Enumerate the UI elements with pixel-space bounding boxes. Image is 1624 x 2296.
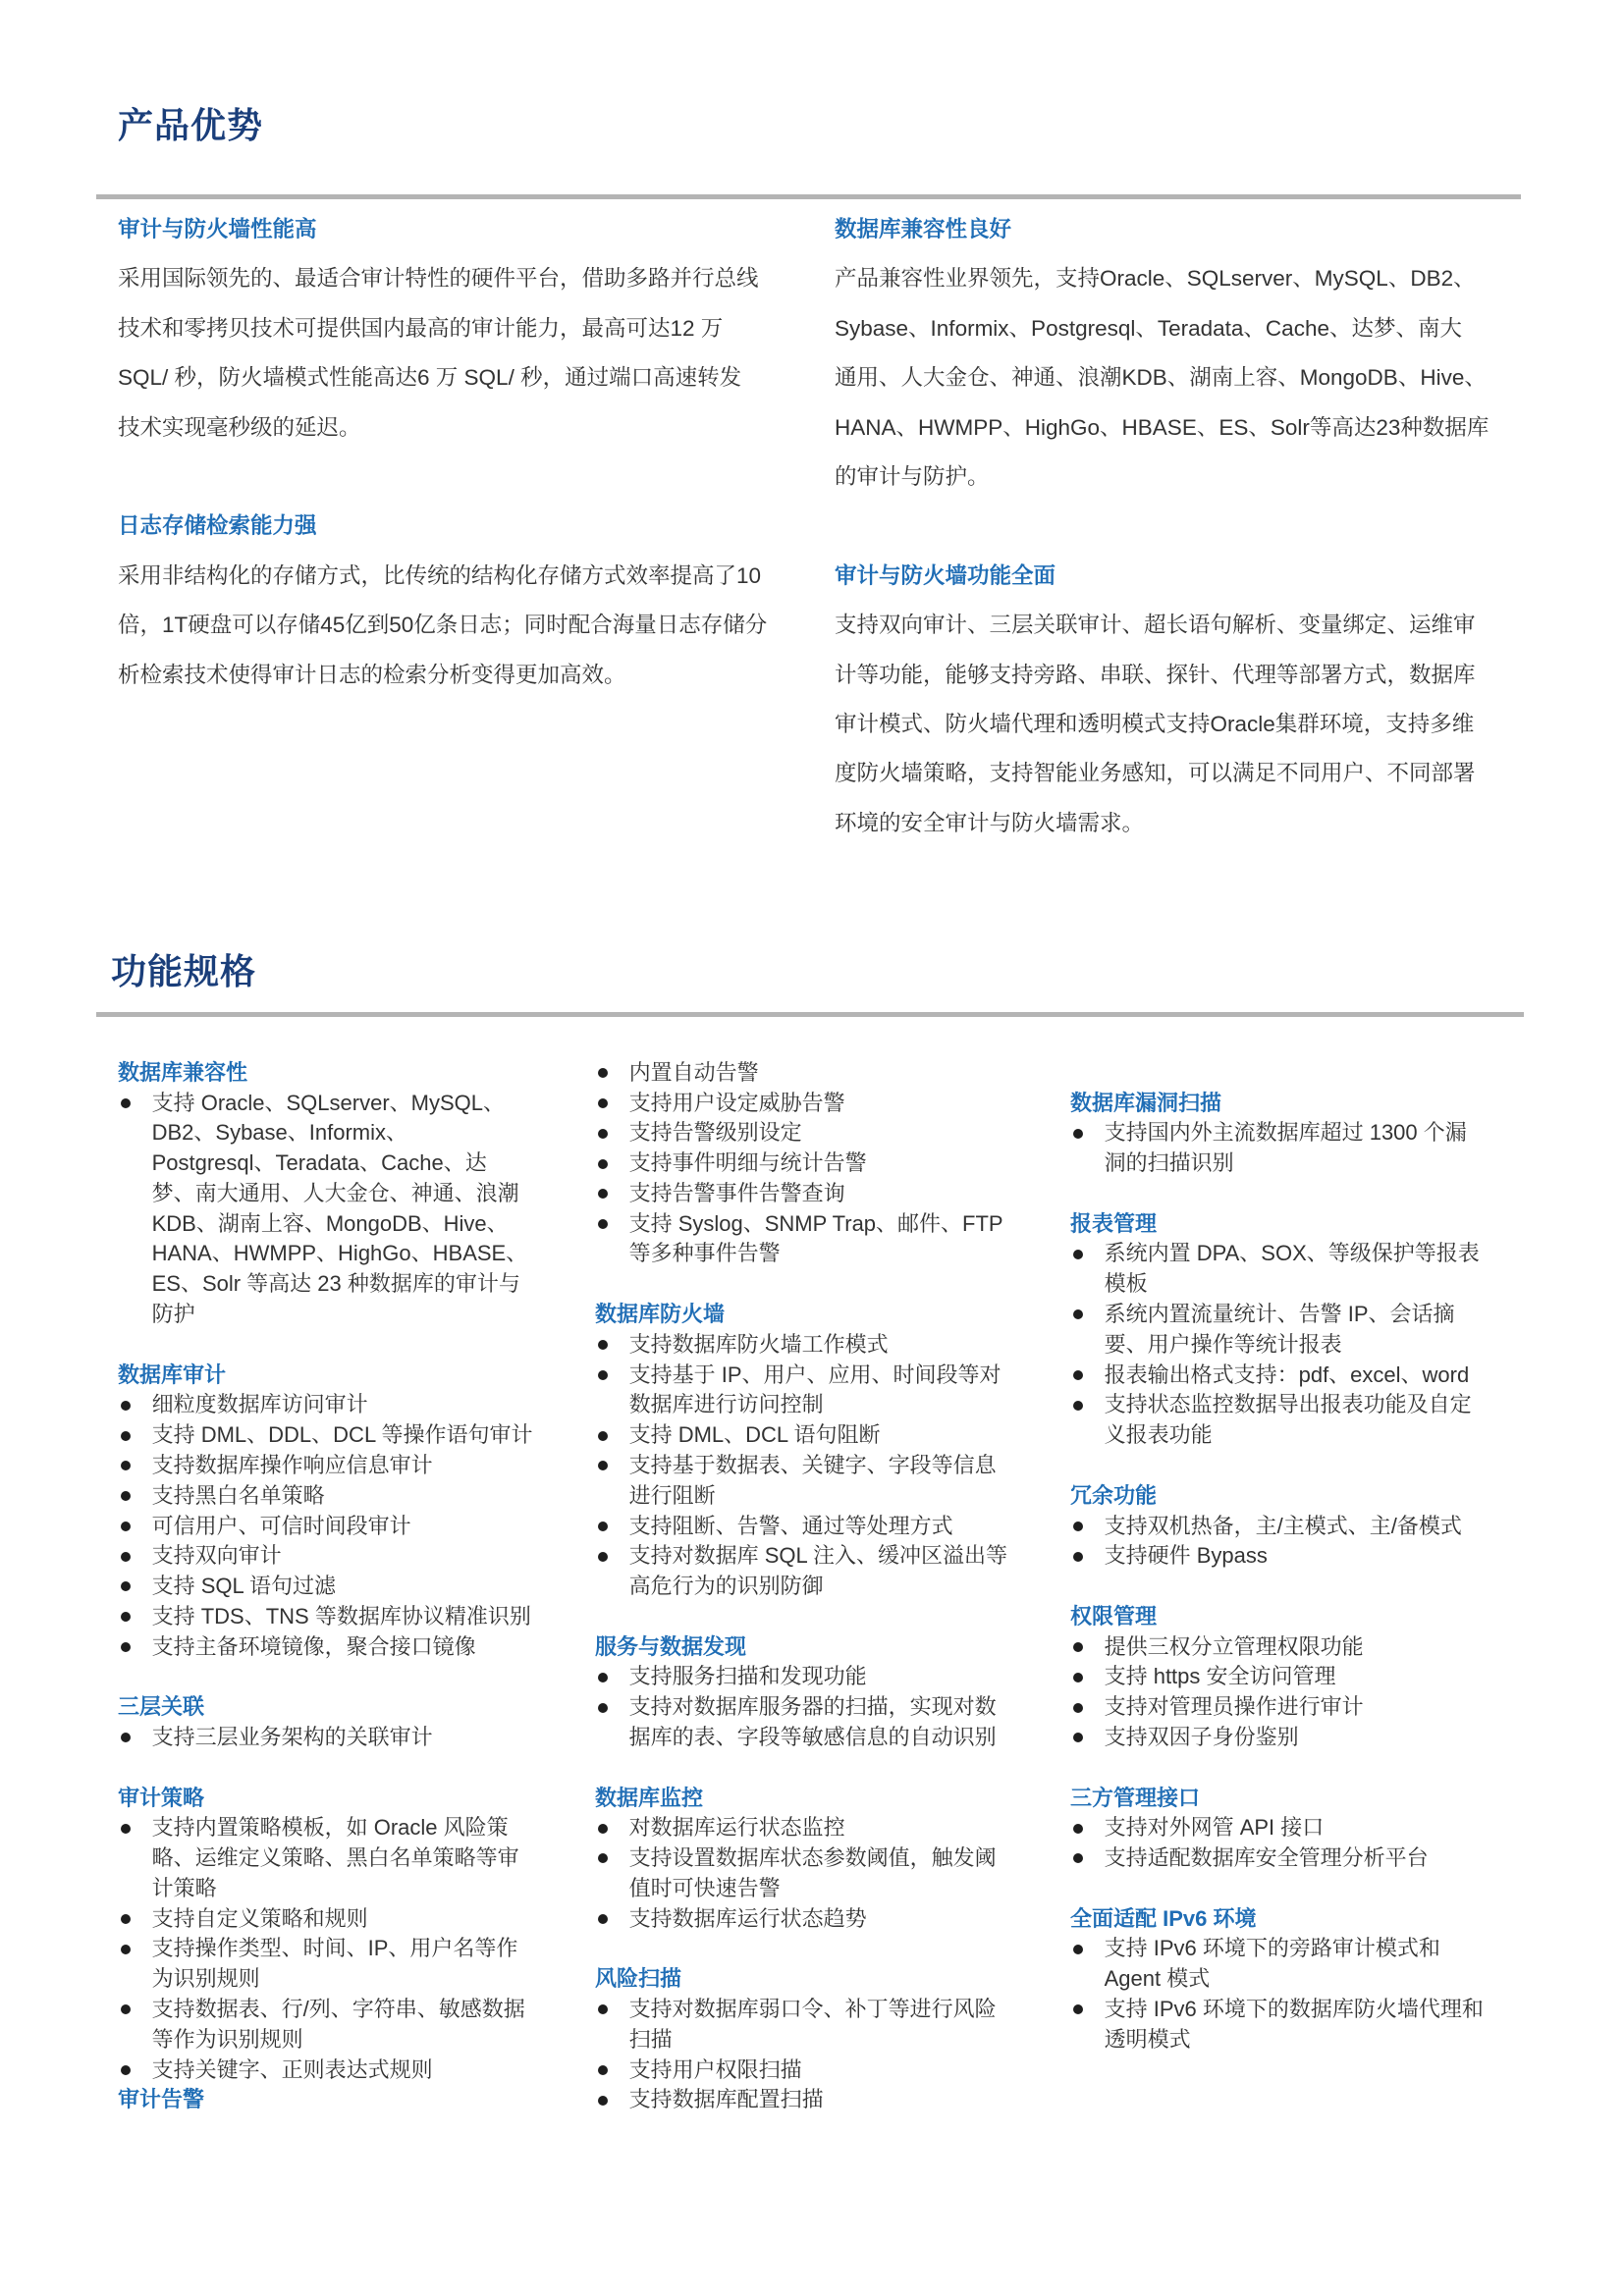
feature-item-line: 支持 Syslog、SNMP Trap、邮件、FTP (628, 1210, 1003, 1236)
feature-item (595, 1995, 1056, 2056)
advantage-text-line: 采用国际领先的、最适合审计特性的硬件平台，借助多路并行总线 (118, 266, 759, 292)
feature-item-line: Postgresql、Teradata、Cache、达 (151, 1150, 487, 1176)
feature-item (118, 1390, 579, 1420)
spec-group (1070, 1089, 1532, 1179)
spec-group-heading: 数据库监控 (595, 1785, 704, 1810)
feature-item (118, 1572, 579, 1602)
feature-item-line: 系统内置流量统计、告警 IP、会话摘 (1104, 1302, 1455, 1327)
feature-item-line: 支持操作类型、时间、IP、用户名等作 (151, 1936, 518, 1961)
advantage-block (118, 205, 805, 453)
feature-item (1070, 1541, 1532, 1572)
feature-item-line: 洞的扫描识别 (1104, 1150, 1234, 1176)
advantage-text-line: 产品兼容性业界领先，支持Oracle、SQLserver、MySQL、DB2、 (835, 266, 1476, 292)
feature-item-line: 义报表功能 (1104, 1422, 1213, 1448)
feature-item-line: 支持 TDS、TNS 等数据库协议精准识别 (151, 1603, 531, 1629)
feature-item-line: 支持双因子身份鉴别 (1104, 1724, 1299, 1749)
advantage-text-line: 采用非结构化的存储方式，比传统的结构化存储方式效率提高了10 (118, 562, 762, 588)
feature-item-line: HANA、HWMPP、HighGo、HBASE、 (151, 1241, 528, 1266)
spec-group-heading: 数据库防火墙 (595, 1302, 726, 1327)
feature-item-line: 报表输出格式支持：pdf、excel、word (1104, 1362, 1470, 1387)
feature-item-line: 支持事件明细与统计告警 (628, 1150, 867, 1176)
spec-group-heading: 数据库漏洞扫描 (1070, 1090, 1222, 1115)
feature-item (595, 2056, 1056, 2086)
feature-item (1070, 1995, 1532, 2056)
feature-item-line: 可信用户、可信时间段审计 (151, 1513, 411, 1538)
feature-item (595, 1813, 1056, 1843)
section-divider (96, 194, 1521, 199)
feature-item (595, 1361, 1056, 1421)
advantages-column-right (835, 205, 1561, 848)
feature-item (1070, 1723, 1532, 1753)
feature-item (595, 1209, 1056, 1270)
advantage-text-line: 计等功能，能够支持旁路、串联、探针、代理等部署方式，数据库 (835, 662, 1476, 687)
feature-item (595, 1330, 1056, 1361)
feature-list (118, 1089, 579, 1330)
feature-item-line: 等作为识别规则 (151, 2026, 303, 2052)
advantage-block (835, 205, 1561, 502)
feature-item-line: 支持国内外主流数据库超过 1300 个漏 (1104, 1120, 1467, 1146)
feature-list (118, 1813, 579, 2085)
feature-item (1070, 1934, 1532, 1995)
feature-list (118, 1390, 579, 1662)
feature-item-line: 支持内置策略模板，如 Oracle 风险策 (151, 1815, 509, 1841)
feature-item (118, 1934, 579, 1995)
feature-item-line: 细粒度数据库访问审计 (151, 1392, 368, 1417)
feature-item-line: 模板 (1104, 1271, 1148, 1297)
feature-item-line: 支持适配数据库安全管理分析平台 (1104, 1845, 1429, 1871)
feature-item (1070, 1662, 1532, 1692)
spec-group-heading: 服务与数据发现 (595, 1633, 747, 1659)
feature-item (595, 1420, 1056, 1451)
advantage-text-line: 析检索技术使得审计日志的检索分析变得更加高效。 (118, 662, 626, 687)
advantage-text-line: Sybase、Informix、Postgresql、Teradata、Cache、达梦、南大 (835, 315, 1462, 341)
spec-group-heading: 报表管理 (1070, 1210, 1158, 1236)
spec-group (595, 1300, 1056, 1602)
advantage-block (118, 502, 805, 700)
feature-item-line: 支持告警级别设定 (628, 1120, 802, 1146)
feature-item-line: 支持数据库配置扫描 (628, 2087, 824, 2112)
feature-list (595, 1813, 1056, 1934)
advantage-text-line: 技术实现毫秒级的延迟。 (118, 414, 361, 440)
advantages-column-left (118, 205, 805, 700)
feature-item-line: 支持 IPv6 环境下的数据库防火墙代理和 (1104, 1996, 1484, 2021)
spec-group (1070, 1904, 1532, 2056)
feature-item-line: 支持 Oracle、SQLserver、MySQL、 (151, 1090, 505, 1115)
spec-group-heading: 数据库审计 (118, 1362, 227, 1387)
feature-item (1070, 1843, 1532, 1874)
feature-item-line: 略、运维定义策略、黑白名单策略等审 (151, 1845, 519, 1871)
feature-item (118, 1420, 579, 1451)
spec-group (118, 1784, 579, 2086)
feature-item-line: 内置自动告警 (628, 1059, 759, 1085)
feature-item-line: 支持主备环境镜像，聚合接口镜像 (151, 1633, 476, 1659)
advantage-text-line: 环境的安全审计与防火墙需求。 (835, 810, 1145, 835)
feature-item-line: 支持 https 安全访问管理 (1104, 1664, 1336, 1689)
feature-item (1070, 1300, 1532, 1361)
spec-group-heading: 审计告警 (118, 2087, 205, 2112)
feature-item-line: 支持硬件 Bypass (1104, 1543, 1268, 1569)
feature-item-line: 数据库进行访问控制 (628, 1392, 824, 1417)
feature-item-line: 等多种事件告警 (628, 1241, 781, 1266)
feature-item-line: 支持数据库运行状态趋势 (628, 1905, 867, 1931)
spec-group (595, 1058, 1056, 1269)
spec-group (595, 1964, 1056, 2115)
feature-item (595, 1904, 1056, 1935)
feature-item (118, 1541, 579, 1572)
feature-item (595, 1118, 1056, 1148)
feature-item (1070, 1118, 1532, 1179)
feature-list (1070, 1632, 1532, 1753)
feature-item (595, 1843, 1056, 1904)
advantage-text-line: 通用、人大金仓、神通、浪潮KDB、湖南上容、MongoDB、Hive、 (835, 365, 1487, 391)
feature-item-line: 为识别规则 (151, 1966, 260, 1992)
feature-item (118, 1481, 579, 1512)
feature-item (595, 1541, 1056, 1602)
feature-item (118, 1512, 579, 1542)
feature-item-line: 支持数据库操作响应信息审计 (151, 1452, 433, 1477)
spec-group-heading: 风险扫描 (595, 1966, 682, 1992)
feature-item-line: 支持对数据库服务器的扫描，实现对数 (628, 1694, 997, 1720)
feature-item-line: 支持双机热备，主/主模式、主/备模式 (1104, 1513, 1462, 1538)
feature-list (595, 1330, 1056, 1602)
feature-item (1070, 1361, 1532, 1391)
feature-item-line: 扫描 (628, 2026, 673, 2052)
feature-item-line: 支持设置数据库状态参数阈值，触发阈 (628, 1845, 997, 1871)
feature-item (1070, 1813, 1532, 1843)
advantage-text-line: 的审计与防护。 (835, 464, 990, 490)
spec-group-heading: 审计策略 (118, 1785, 205, 1810)
specs-column-2 (595, 1058, 1056, 2115)
advantage-text-line: 支持双向审计、三层关联审计、超长语句解析、变量绑定、运维审 (835, 613, 1476, 638)
specs-column-3 (1070, 1089, 1532, 2056)
feature-item-line: 支持对外网管 API 接口 (1104, 1815, 1325, 1841)
advantage-heading: 数据库兼容性良好 (835, 217, 1012, 241)
feature-item-line: 支持三层业务架构的关联审计 (151, 1724, 433, 1749)
advantage-block (835, 552, 1561, 848)
feature-item-line: 支持数据库防火墙工作模式 (628, 1331, 889, 1357)
feature-item (118, 1089, 579, 1330)
feature-item (595, 2085, 1056, 2115)
feature-item-line: 计策略 (151, 1875, 217, 1900)
feature-item-line: 据库的表、字段等敏感信息的自动识别 (628, 1724, 997, 1749)
spec-group (118, 2085, 579, 2115)
advantage-text-line: 技术和零拷贝技术可提供国内最高的审计能力，最高可达12 万 (118, 315, 724, 341)
section-divider (96, 1012, 1524, 1017)
feature-item-line: 支持服务扫描和发现功能 (628, 1664, 867, 1689)
feature-item (595, 1058, 1056, 1089)
feature-list (595, 1662, 1056, 1752)
advantage-text-line: 审计模式、防火墙代理和透明模式支持Oracle集群环境，支持多维 (835, 712, 1475, 737)
spec-group (595, 1784, 1056, 1935)
spec-group (118, 1361, 579, 1663)
spec-group-heading: 冗余功能 (1070, 1482, 1158, 1508)
feature-item-line: 支持黑白名单策略 (151, 1482, 325, 1508)
advantage-text-line: SQL/ 秒，防火墙模式性能高达6 万 SQL/ 秒，通过端口高速转发 (118, 365, 742, 391)
feature-item (118, 2056, 579, 2086)
spec-group-heading: 数据库兼容性 (118, 1059, 248, 1085)
feature-item-line: Agent 模式 (1104, 1966, 1211, 1992)
section-title-feature-specs: 功能规格 (111, 951, 257, 991)
feature-item (118, 1904, 579, 1935)
spec-group-heading: 权限管理 (1070, 1603, 1158, 1629)
feature-list (1070, 1118, 1532, 1179)
feature-item-line: 支持 SQL 语句过滤 (151, 1574, 337, 1599)
feature-item-line: DB2、Sybase、Informix、 (151, 1120, 408, 1146)
feature-item-line: 支持自定义策略和规则 (151, 1905, 368, 1931)
spec-group-heading: 三层关联 (118, 1694, 205, 1720)
feature-item (595, 1089, 1056, 1119)
feature-item-line: 值时可快速告警 (628, 1875, 781, 1900)
specs-column-1 (118, 1058, 579, 2115)
feature-item (118, 1723, 579, 1753)
section-title-product-advantages: 产品优势 (118, 105, 264, 145)
feature-item (118, 1602, 579, 1632)
spec-group (595, 1632, 1056, 1753)
feature-item-line: 支持阻断、告警、通过等处理方式 (628, 1513, 953, 1538)
feature-item-line: 支持关键字、正则表达式规则 (151, 2056, 433, 2082)
advantage-text-line: 度防火墙策略，支持智能业务感知，可以满足不同用户、不同部署 (835, 761, 1476, 786)
feature-item (118, 1995, 579, 2056)
feature-item (118, 1451, 579, 1481)
spec-group (118, 1692, 579, 1753)
advantage-text-line: HANA、HWMPP、HighGo、HBASE、ES、Solr等高达23种数据库 (835, 414, 1489, 440)
spec-group-heading: 三方管理接口 (1070, 1785, 1201, 1810)
feature-item-line: 支持 DML、DDL、DCL 等操作语句审计 (151, 1422, 533, 1448)
spec-group-heading: 全面适配 IPv6 环境 (1070, 1905, 1257, 1931)
feature-item-line: 支持双向审计 (151, 1543, 282, 1569)
feature-item-line: 进行阻断 (628, 1482, 716, 1508)
feature-item-line: 支持数据表、行/列、字符串、敏感数据 (151, 1996, 525, 2021)
feature-item-line: 支持对数据库 SQL 注入、缓冲区溢出等 (628, 1543, 1008, 1569)
feature-item-line: 支持 IPv6 环境下的旁路审计模式和 (1104, 1936, 1440, 1961)
spec-group (118, 1058, 579, 1330)
feature-item (1070, 1692, 1532, 1723)
feature-item-line: 要、用户操作等统计报表 (1104, 1331, 1342, 1357)
feature-item (595, 1692, 1056, 1753)
feature-item-line: ES、Solr 等高达 23 种数据库的审计与 (151, 1271, 520, 1297)
feature-item-line: 支持基于 IP、用户、应用、时间段等对 (628, 1362, 1001, 1387)
feature-item-line: 支持 DML、DCL 语句阻断 (628, 1422, 881, 1448)
feature-item-line: 提供三权分立管理权限功能 (1104, 1633, 1364, 1659)
advantage-text-line: 倍，1T硬盘可以存储45亿到50亿条日志；同时配合海量日志存储分 (118, 613, 768, 638)
feature-item-line: 支持告警事件告警查询 (628, 1180, 845, 1205)
feature-list (595, 1058, 1056, 1269)
feature-item (1070, 1390, 1532, 1451)
feature-item (595, 1451, 1056, 1512)
advantage-heading: 日志存储检索能力强 (118, 513, 317, 539)
feature-item-line: KDB、湖南上容、MongoDB、Hive、 (151, 1210, 509, 1236)
feature-item-line: 高危行为的识别防御 (628, 1574, 824, 1599)
spec-group (1070, 1784, 1532, 1874)
feature-item (595, 1179, 1056, 1209)
feature-item (595, 1662, 1056, 1692)
feature-list (1070, 1813, 1532, 1874)
advantage-heading: 审计与防火墙功能全面 (835, 562, 1056, 588)
feature-item-line: 透明模式 (1104, 2026, 1191, 2052)
feature-item-line: 支持对管理员操作进行审计 (1104, 1694, 1364, 1720)
feature-list (1070, 1512, 1532, 1573)
feature-item-line: 梦、南大通用、人大金仓、神通、浪潮 (151, 1180, 519, 1205)
advantage-heading: 审计与防火墙性能高 (118, 217, 317, 241)
feature-item (595, 1148, 1056, 1179)
spec-group (1070, 1481, 1532, 1572)
feature-item-line: 防护 (151, 1302, 195, 1327)
feature-list (1070, 1239, 1532, 1450)
feature-item (1070, 1512, 1532, 1542)
spec-group (1070, 1209, 1532, 1451)
feature-item (1070, 1239, 1532, 1300)
feature-item-line: 支持基于数据表、关键字、字段等信息 (628, 1452, 997, 1477)
feature-item-line: 支持用户设定威胁告警 (628, 1090, 845, 1115)
feature-item-line: 对数据库运行状态监控 (628, 1815, 845, 1841)
feature-list (118, 1723, 579, 1753)
feature-item (1070, 1632, 1532, 1663)
feature-item (118, 1632, 579, 1663)
feature-item-line: 支持状态监控数据导出报表功能及自定 (1104, 1392, 1472, 1417)
feature-list (1070, 1934, 1532, 2055)
feature-item (118, 1813, 579, 1903)
feature-item (595, 1512, 1056, 1542)
feature-item-line: 系统内置 DPA、SOX、等级保护等报表 (1104, 1241, 1480, 1266)
feature-list (595, 1995, 1056, 2115)
feature-item-line: 支持对数据库弱口令、补丁等进行风险 (628, 1996, 997, 2021)
spec-group (1070, 1602, 1532, 1753)
feature-item-line: 支持用户权限扫描 (628, 2056, 802, 2082)
